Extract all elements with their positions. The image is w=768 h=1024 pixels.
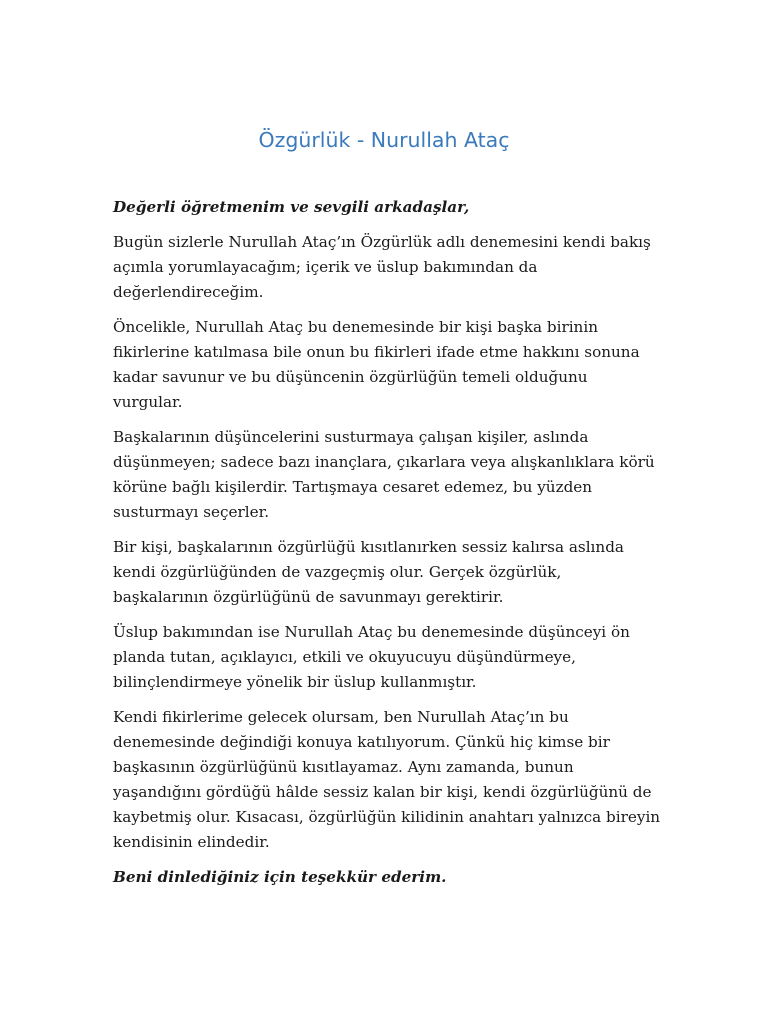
document-body (113, 195, 661, 900)
closing-line: Beni dinlediğiniz için teşekkür ederim. (113, 868, 447, 886)
paragraph-2: Öncelikle, Nurullah Ataç bu denemesinde bir kişi başka birinin fikirlerine katılmasa bile onun bu fikirleri ifade etme hakkını sonuna kadar savunur ve bu düşüncenin özgürlüğün temeli olduğunu vurgular. (113, 318, 640, 411)
paragraph-3: Başkalarının düşüncelerini susturmaya çalışan kişiler, aslında düşünmeyen; sadece bazı inançlara, çıkarlara veya alışkanlıklara körü körüne bağlı kişilerdir. Tartışmaya cesaret edemez, bu yüzden susturmayı seçerler. (113, 428, 655, 521)
paragraph-1: Bugün sizlerle Nurullah Ataç’ın Özgürlük adlı denemesini kendi bakış açımla yorumlayacağım; içerik ve üslup bakımından da değerlendireceğim. (113, 233, 651, 301)
paragraph-6: Kendi fikirlerime gelecek olursam, ben Nurullah Ataç’ın bu denemesinde değindiği konuya katılıyorum. Çünkü hiç kimse bir başkasının özgürlüğünü kısıtlayamaz. Aynı zamanda, bunun yaşandığını gördüğü hâlde sessiz kalan bir kişi, kendi özgürlüğünü de kaybetmiş olur. Kısacası, özgürlüğün kilidinin anahtarı yalnızca bireyin kendisinin elindedir. (113, 708, 661, 851)
greeting-line: Değerli öğretmenim ve sevgili arkadaşlar, (113, 198, 470, 216)
document-title: Özgürlük - Nurullah Ataç (258, 128, 510, 152)
paragraph-5: Üslup bakımından ise Nurullah Ataç bu denemesinde düşünceyi ön planda tutan, açıklayıcı, etkili ve okuyucuyu düşündürmeye, bilinçlendirmeye yönelik bir üslup kullanmıştır. (113, 623, 630, 691)
paragraph-4: Bir kişi, başkalarının özgürlüğü kısıtlanırken sessiz kalırsa aslında kendi özgürlüğünden de vazgeçmiş olur. Gerçek özgürlük, başkalarının özgürlüğünü de savunmayı gerektirir. (113, 538, 624, 606)
